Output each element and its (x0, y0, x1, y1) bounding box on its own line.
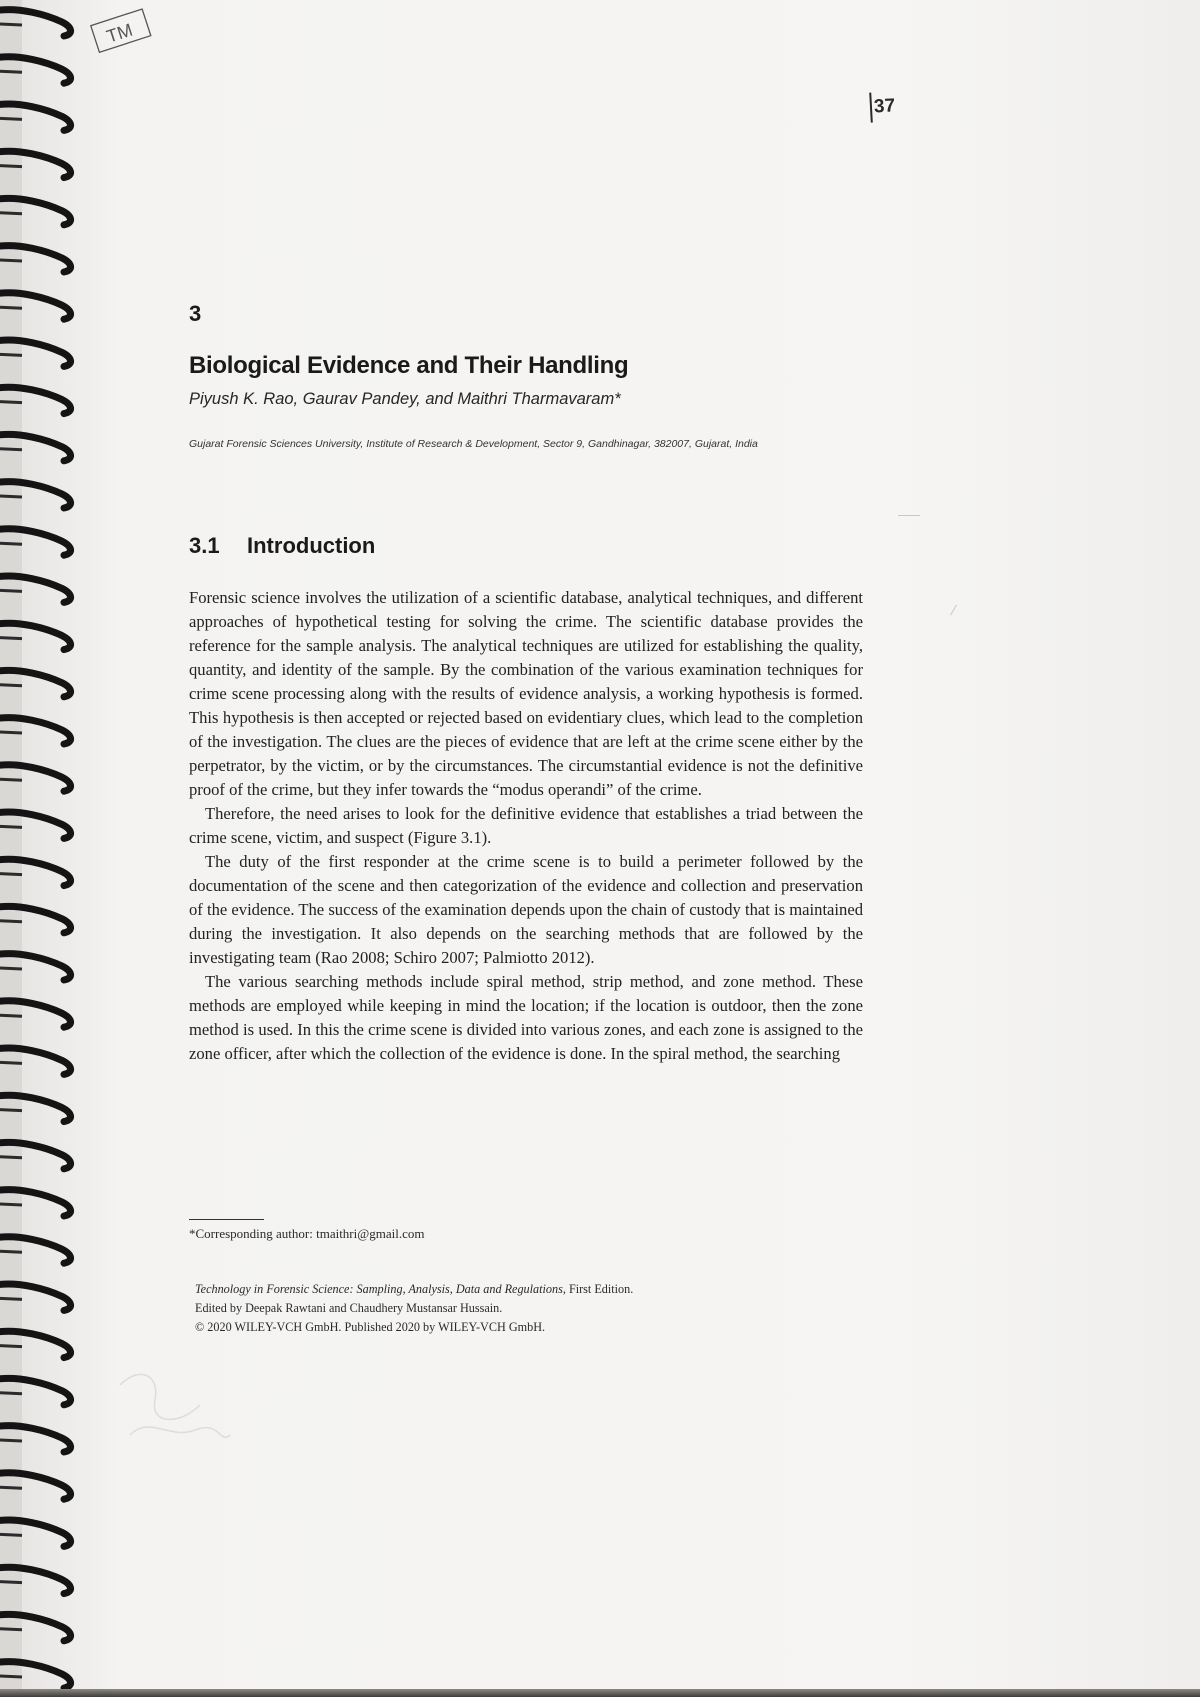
corresponding-author-footnote: *Corresponding author: tmaithri@gmail.com (189, 1226, 425, 1241)
chapter-number: 3 (189, 301, 202, 326)
chapter-authors: Piyush K. Rao, Gaurav Pandey, and Maithri Tharmavaram* (189, 390, 621, 408)
paragraph: The various searching methods include spiral method, strip method, and zone method. These methods are employed while keeping in mind the location; if the location is outdoor, then the zone method is used. In this the crime scene is divided into various zones, and each zone is assigned to the zone officer, after which the collection of the evidence is done. In the spiral method, the searching (189, 972, 863, 1063)
chapter-title: Biological Evidence and Their Handling (189, 352, 629, 379)
stamp-text: TM (104, 19, 135, 47)
edition: First Edition. (565, 1282, 634, 1296)
paragraph: The duty of the first responder at the crime scene is to build a perimeter followed by the documentation of the scene and then categorization of the evidence and collection and preservation of the evidence. The success of the examination depends upon the chain of custody that is maintained during the investigation. It also depends on the searching methods that are followed by the investigating team (Rao 2008; Schiro 2007; Palmiotto 2012). (189, 852, 863, 967)
faint-pencil-scribble (100, 1345, 240, 1475)
copyright-block (195, 1280, 795, 1337)
page-bottom-edge (0, 1689, 1200, 1697)
tm-handwritten-stamp (88, 3, 159, 58)
stray-dash-mark (898, 515, 920, 516)
author-affiliation: Gujarat Forensic Sciences University, Institute of Research & Development, Sector 9, Gandhinagar, 382007, Gujarat, India (189, 438, 758, 450)
page-number: 37 (869, 91, 896, 122)
editors-line: Edited by Deepak Rawtani and Chaudhery Mustansar Hussain. (195, 1301, 503, 1315)
section-heading (189, 533, 375, 559)
section-title: Introduction (247, 533, 376, 558)
spiral-binding (0, 0, 95, 1697)
book-credit-line (195, 1280, 795, 1299)
paragraph: Forensic science involves the utilization of a scientific database, analytical techniques, and different approaches of hypothetical testing for solving the crime. The scientific database provides the reference for the sample analysis. The analytical techniques are utilized for establishing the quality, quantity, and identity of the sample. By the combination of the various examination techniques for crime scene processing along with the results of evidence analysis, a working hypothesis is formed. This hypothesis is then accepted or rejected based on evidentiary clues, which lead to the completion of the investigation. The clues are the pieces of evidence that are left at the crime scene either by the perpetrator, by the victim, or by the circumstances. The circumstantial evidence is not the definitive proof of the crime, but they infer towards the “modus operandi” of the crime. (189, 588, 863, 799)
section-number: 3.1 (189, 533, 220, 558)
section-body (189, 586, 863, 1066)
paragraph: Therefore, the need arises to look for the definitive evidence that establishes a triad between the crime scene, victim, and suspect (Figure 3.1). (189, 804, 863, 847)
stray-dash-mark (950, 605, 957, 616)
footnote-divider (189, 1219, 264, 1220)
copyright-notice: © 2020 WILEY-VCH GmbH. Published 2020 by WILEY-VCH GmbH. (195, 1320, 546, 1334)
book-title: Technology in Forensic Science: Sampling, Analysis, Data and Regulations, (195, 1282, 566, 1296)
